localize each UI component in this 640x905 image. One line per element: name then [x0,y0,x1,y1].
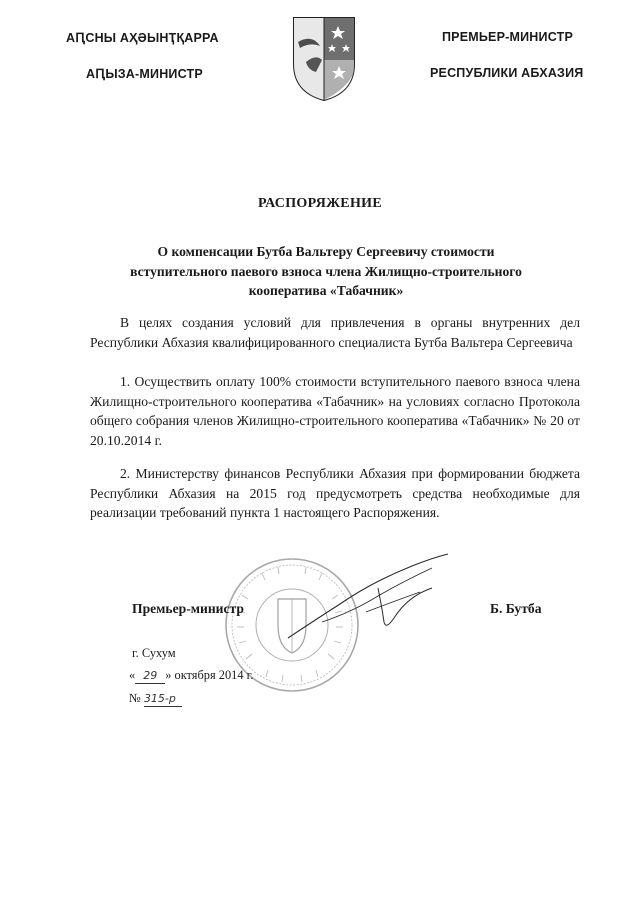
letterhead-left-line2: АԤЫЗА-МИНИСТР [86,67,203,81]
issue-date [129,668,253,684]
subject-line-2: вступительного паевого взноса члена Жилищно-строительного [130,263,522,279]
date-open-quote: « [129,668,136,682]
clause-1-paragraph: 1. Осуществить оплату 100% стоимости вступительного паевого взноса члена Жилищно-строительного кооператива «Табачник» на условиях согласно Протокола общего собрания членов Жилищно-строительного кооператива «Табачник» № 20 от 20.10.2014 г. [90,374,580,448]
document-number [129,691,182,707]
preamble-paragraph: В целях создания условий для привлечения в органы внутренних дел Республики Абхазия квалифицированного специалиста Бутба Вальтера Сергеевича [90,315,580,350]
letterhead-left-line1: АԤСНЫ АҲӘЫНҬҚАРРА [66,31,219,45]
letterhead-right-line1: ПРЕМЬЕР-МИНИСТР [442,30,573,44]
number-handwritten: 315-р [144,691,182,707]
letterhead-right-line2: РЕСПУБЛИКИ АБХАЗИЯ [430,66,584,80]
coat-of-arms-icon [288,12,360,102]
handwritten-signature [282,552,452,647]
signatory-name: Б. Бутба [490,601,542,616]
date-month-year: » октября 2014 г. [165,668,254,682]
date-day-handwritten: 29 [135,668,165,684]
document-subject [96,242,556,301]
clause-2-paragraph: 2. Министерству финансов Республики Абхазия при формировании бюджета Республики Абхазия на 2015 год предусмотреть средства необходимые для реализации требований пункта 1 настоящего Распоряжения. [90,466,580,521]
document-type-title: РАСПОРЯЖЕНИЕ [258,196,382,211]
subject-line-3: кооператива «Табачник» [248,283,404,298]
issue-place: г. Сухум [132,646,176,660]
subject-line-1: О компенсации Бутба Вальтеру Сергеевичу стоимости [157,244,495,259]
signatory-position: Премьер-министр [132,601,244,616]
number-prefix: № [129,691,141,705]
